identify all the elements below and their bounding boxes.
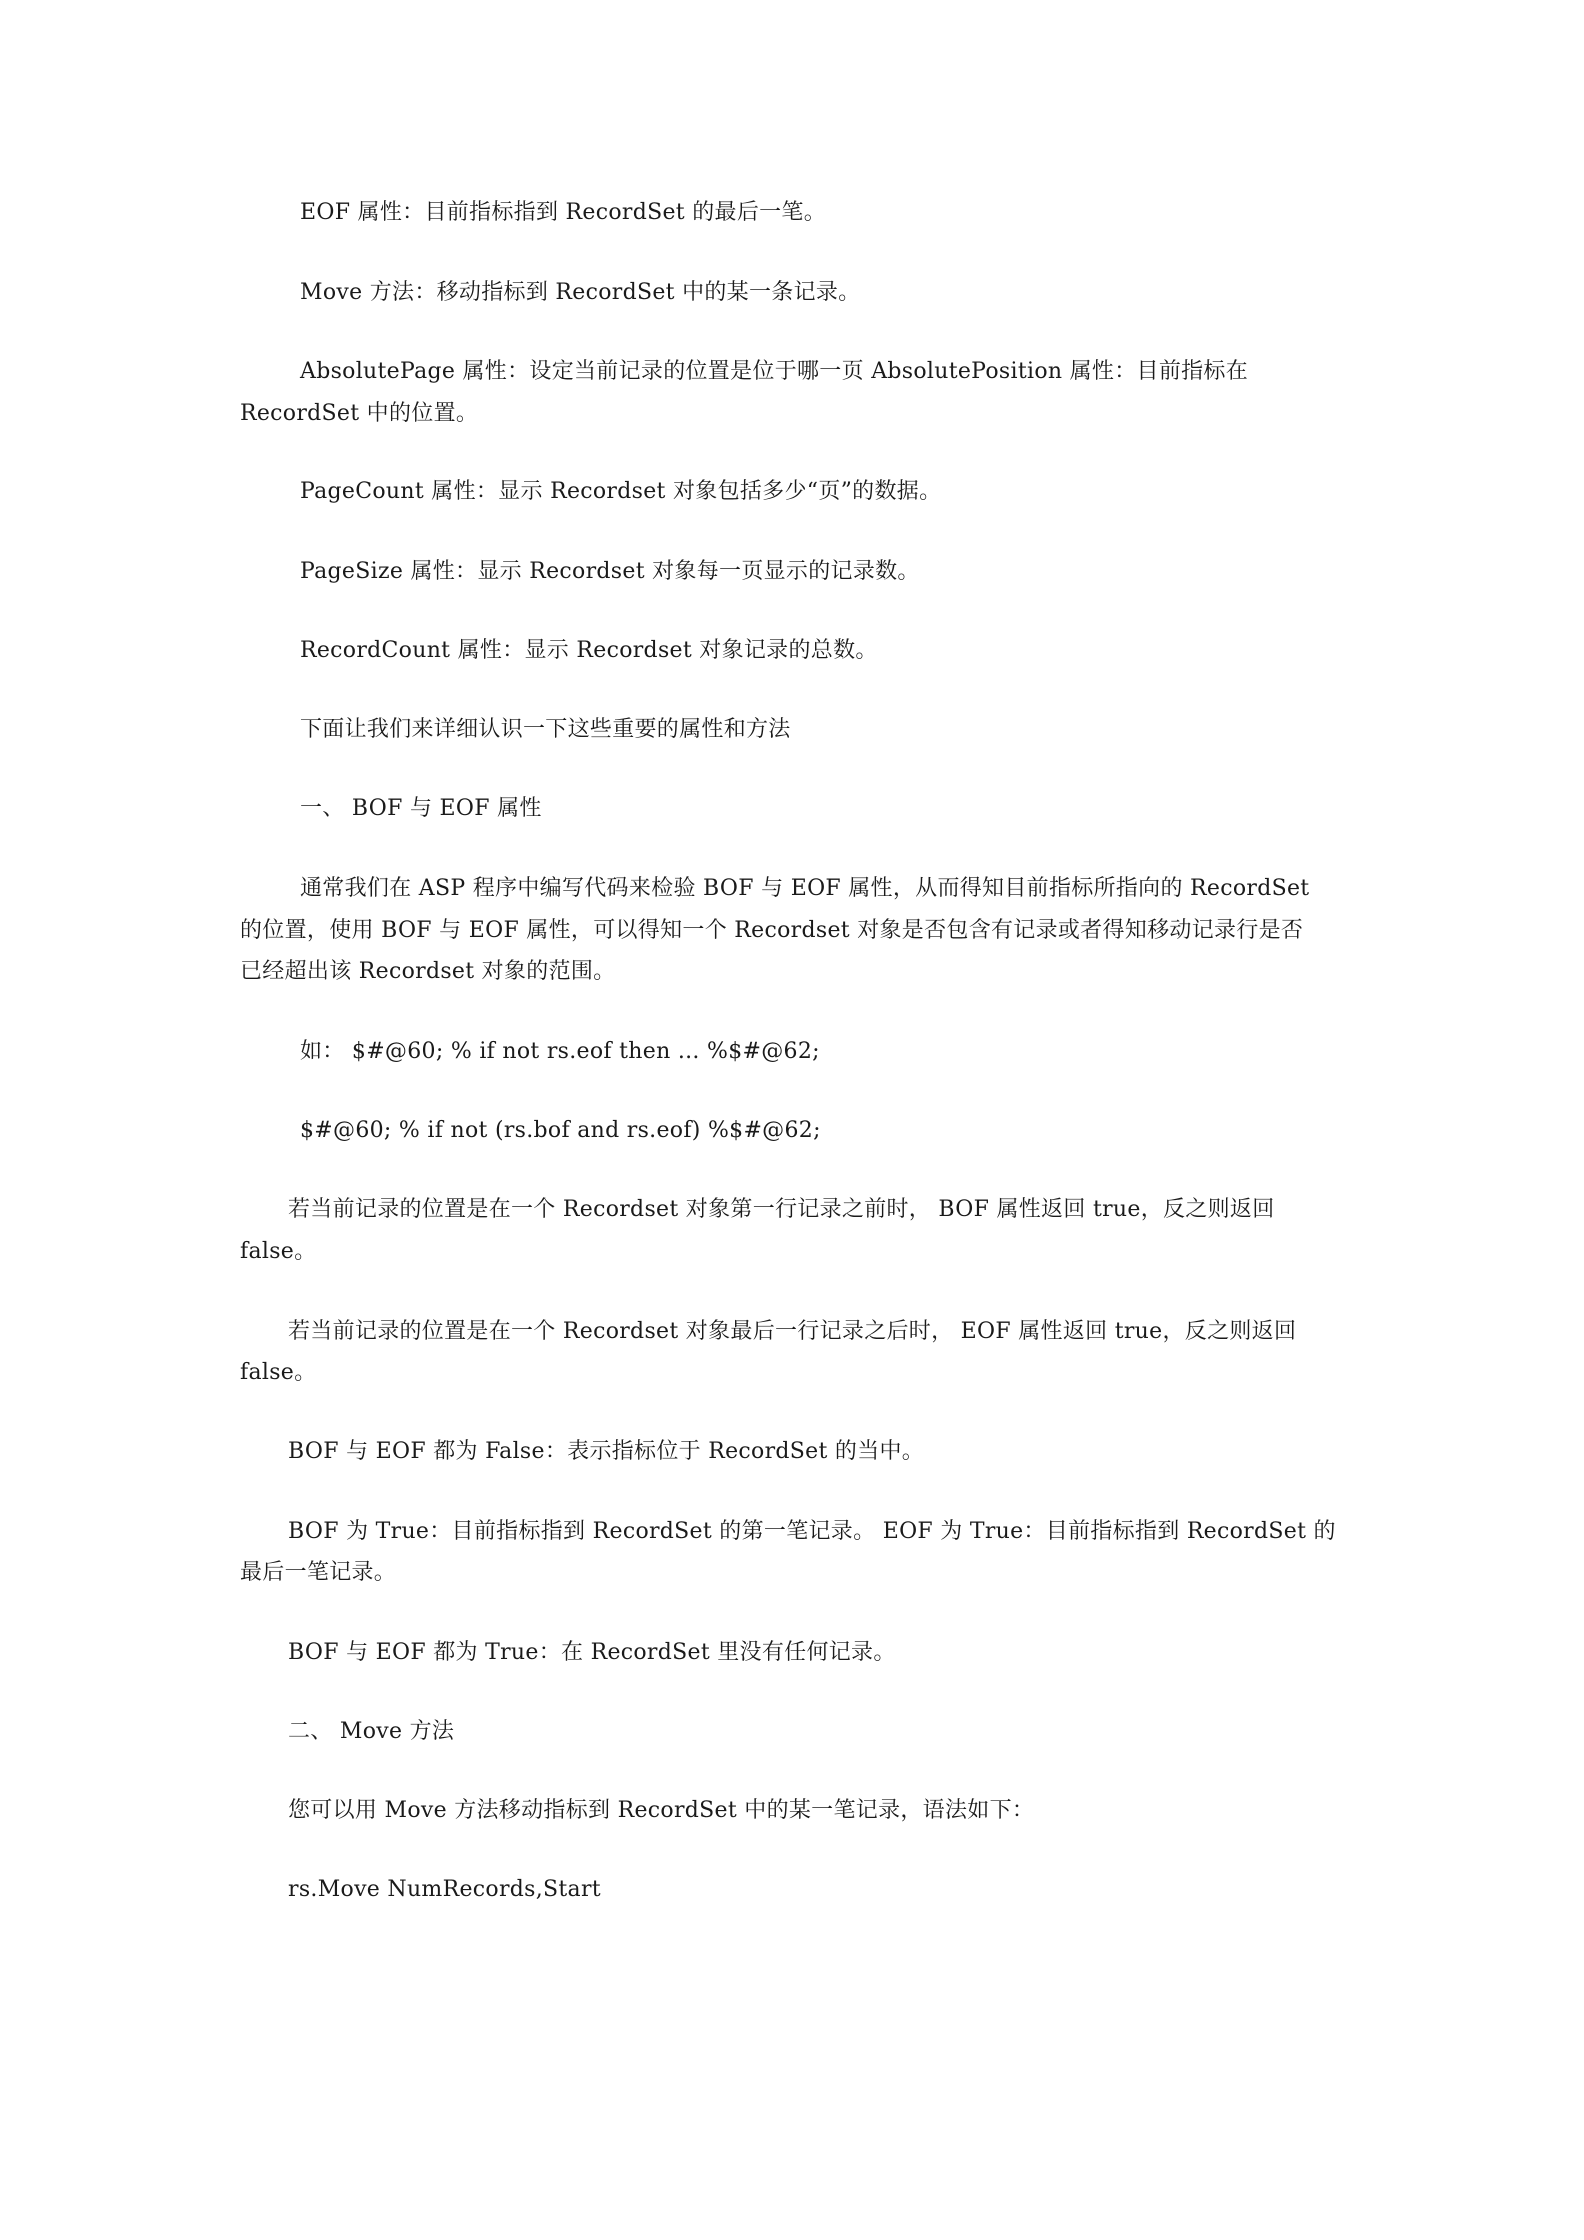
text-line: PageSize 属性：显示 Recordset 对象每一页显示的记录数。 [300,559,920,584]
section-heading: 一、 BOF 与 EOF 属性 [300,796,542,821]
text-line: BOF 与 EOF 都为 False：表示指标位于 RecordSet 的当中。 [288,1439,925,1464]
text-line: BOF 为 True：目前指标指到 RecordSet 的第一笔记录。 EOF 为 True：目前指标指到 RecordSet 的 [288,1519,1336,1544]
text-line: 通常我们在 ASP 程序中编写代码来检验 BOF 与 EOF 属性，从而得知目前指标所指向的 RecordSet [300,876,1310,901]
text-line: 的位置，使用 BOF 与 EOF 属性，可以得知一个 Recordset 对象是否包含有记录或者得知移动记录行是否 [240,918,1304,943]
text-line: 若当前记录的位置是在一个 Recordset 对象最后一行记录之后时， EOF 属性返回 true，反之则返回 [288,1319,1297,1344]
text-line: 最后一笔记录。 [240,1560,397,1585]
text-line: false。 [240,1360,317,1385]
text-line: 您可以用 Move 方法移动指标到 RecordSet 中的某一笔记录，语法如下： [288,1798,1035,1823]
code-line: 如： $#@60; % if not rs.eof then ... %$#@62; [300,1039,820,1064]
text-line: false。 [240,1239,317,1264]
text-line: Move 方法：移动指标到 RecordSet 中的某一条记录。 [300,280,861,305]
text-line: PageCount 属性：显示 Recordset 对象包括多少“页”的数据。 [300,479,942,504]
text-line: 若当前记录的位置是在一个 Recordset 对象第一行记录之前时， BOF 属性返回 true，反之则返回 [288,1197,1275,1222]
text-line: 下面让我们来详细认识一下这些重要的属性和方法 [300,717,791,742]
code-line: rs.Move NumRecords,Start [288,1877,601,1902]
text-line: EOF 属性：目前指标指到 RecordSet 的最后一笔。 [300,200,827,225]
text-line: RecordCount 属性：显示 Recordset 对象记录的总数。 [300,638,878,663]
text-line: AbsolutePage 属性：设定当前记录的位置是位于哪一页 AbsolutePosition 属性：目前指标在 [300,359,1249,384]
text-line: 已经超出该 Recordset 对象的范围。 [240,959,616,984]
code-line: $#@60; % if not (rs.bof and rs.eof) %$#@62; [300,1118,821,1143]
section-heading: 二、 Move 方法 [288,1719,455,1744]
text-line: RecordSet 中的位置。 [240,401,479,426]
text-line: BOF 与 EOF 都为 True：在 RecordSet 里没有任何记录。 [288,1640,896,1665]
